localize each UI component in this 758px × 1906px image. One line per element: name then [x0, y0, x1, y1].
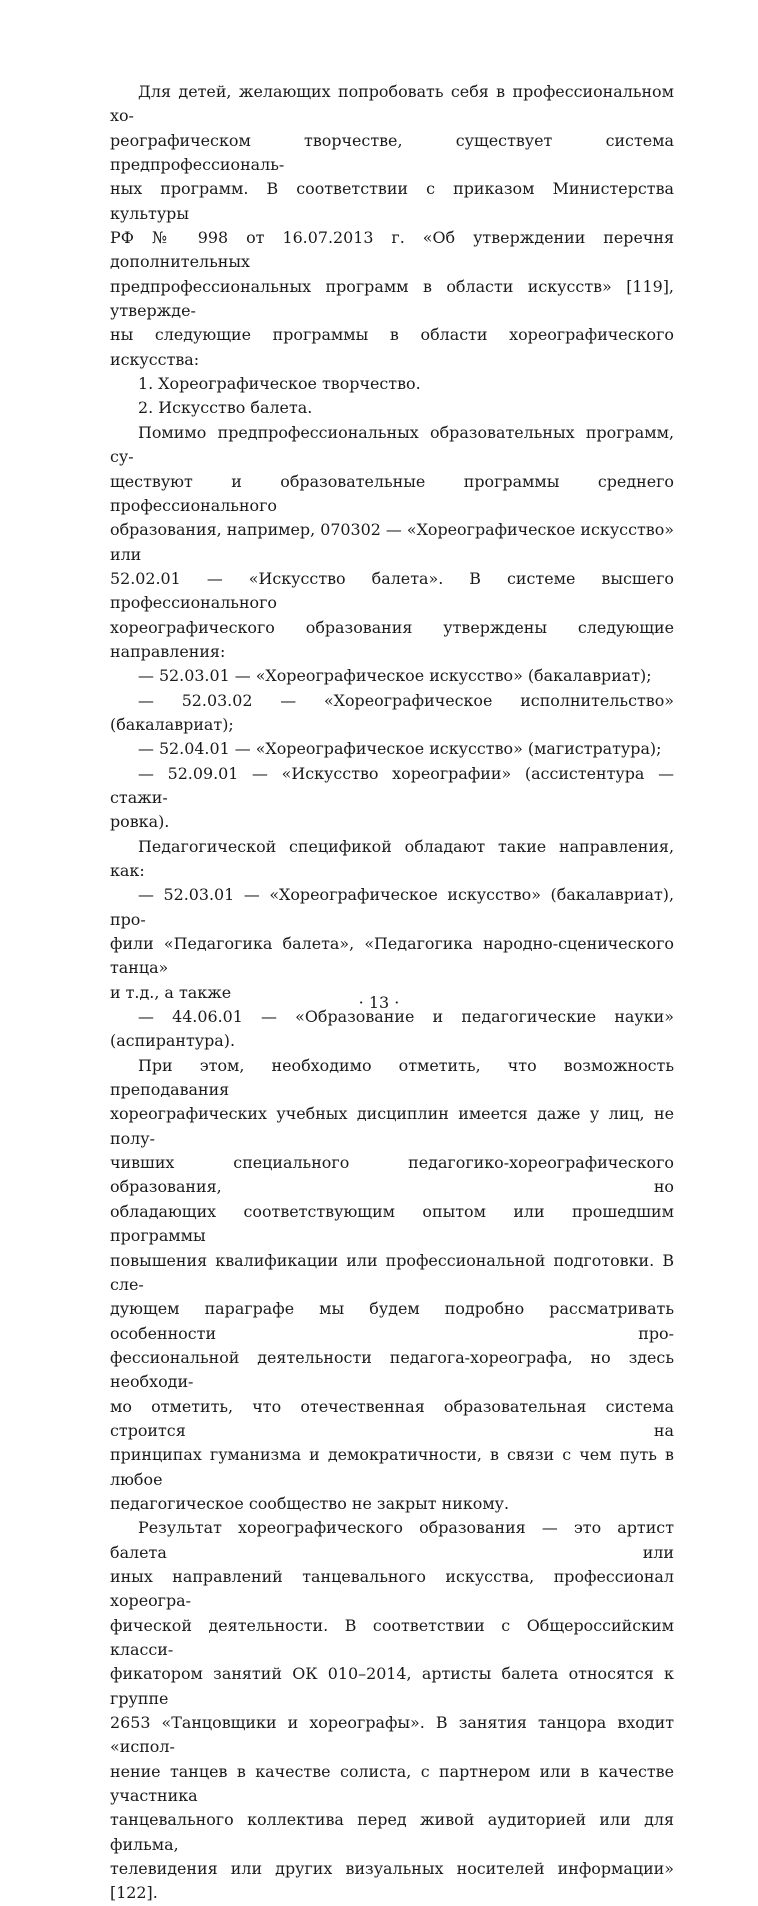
page-number: · 13 ·	[358, 993, 400, 1012]
text-line: — 52.03.01 — «Хореографическое искусство» (бакалавриат), про-	[110, 885, 674, 929]
text-line: чивших специального педагогико-хореографического образования, но	[110, 1153, 674, 1197]
text-line: фической деятельности. В соответствии с Общероссийским класси-	[110, 1615, 674, 1659]
text-line: повышения квалификации или профессиональной подготовки. В сле-	[110, 1250, 674, 1294]
text-line: мо отметить, что отечественная образовательная система строится на	[110, 1396, 674, 1440]
text-line: — 44.06.01 — «Образование и педагогические науки» (аспирантура).	[110, 1007, 674, 1051]
text-line: 52.02.01 — «Искусство балета». В системе высшего профессионального	[110, 568, 674, 613]
text-line: дующем параграфе мы будем подробно рассматривать особенности про-	[110, 1299, 674, 1343]
text-line: фили «Педагогика балета», «Педагогика народно-сценического танца»	[110, 934, 674, 978]
text-line: 1. Хореографическое творчество.	[138, 374, 421, 394]
text-line: иных направлений танцевального искусства, профессионал хореогра-	[110, 1566, 674, 1611]
text-line: хореографических учебных дисциплин имеется даже у лиц, не полу-	[110, 1104, 674, 1148]
text-line: танцевального коллектива перед живой аудиторией или для фильма,	[110, 1810, 674, 1854]
text-line: Для детей, желающих попробовать себя в профессиональном хо-	[110, 82, 674, 126]
text-line: принципах гуманизма и демократичности, в связи с чем путь в любое	[110, 1445, 674, 1489]
text-line: — 52.09.01 — «Искусство хореографии» (ассистентура — стажи-	[110, 763, 674, 807]
text-line: телевидения или других визуальных носителей информации» [122].	[110, 1859, 674, 1903]
text-line: 2653 «Танцовщики и хореографы». В занятия танцора входит «испол-	[110, 1713, 674, 1757]
text-line: ществуют и образовательные программы среднего профессионального	[110, 471, 674, 515]
text-line: и т.д., а также	[110, 982, 232, 1002]
text-line: — 52.03.02 — «Хореографическое исполнительство» (бакалавриат);	[110, 690, 674, 734]
text-line: фикатором занятий ОК 010–2014, артисты балета относятся к группе	[110, 1664, 674, 1708]
text-line: При этом, необходимо отметить, что возможность преподавания	[110, 1055, 674, 1100]
text-line: нение танцев в качестве солиста, с партнером или в качестве участника	[110, 1761, 674, 1806]
text-line: ны следующие программы в области хореографического искусства:	[110, 325, 674, 369]
text-line: ных программ. В соответствии с приказом Министерства культуры	[110, 179, 674, 223]
text-line: реографическом творчестве, существует система предпрофессиональ-	[110, 130, 674, 175]
text-line: — 52.03.01 — «Хореографическое искусство» (бакалавриат);	[138, 666, 652, 686]
text-line: 2. Искусство балета.	[138, 398, 313, 418]
text-line: РФ № 998 от 16.07.2013 г. «Об утверждении перечня дополнительных	[110, 228, 674, 272]
text-line: Педагогической спецификой обладают такие направления, как:	[110, 836, 674, 880]
text-line: Результат хореографического образования — это артист балета или	[110, 1518, 674, 1562]
text-line: предпрофессиональных программ в области искусств» [119], утвержде-	[110, 276, 674, 321]
text-line: — 52.04.01 — «Хореографическое искусство» (магистратура);	[138, 739, 662, 759]
text-line: Помимо предпрофессиональных образовательных программ, су-	[110, 422, 674, 467]
text-line: хореографического образования утверждены следующие направления:	[110, 617, 674, 661]
text-line: образования, например, 070302 — «Хореографическое искусство» или	[110, 520, 674, 564]
text-line: обладающих соответствующим опытом или прошедшим программы	[110, 1201, 674, 1246]
text-line: педагогическое сообщество не закрыт никому.	[110, 1493, 510, 1513]
text-line: ровка).	[110, 812, 170, 832]
text-line: фессиональной деятельности педагога-хореографа, но здесь необходи-	[110, 1347, 674, 1392]
